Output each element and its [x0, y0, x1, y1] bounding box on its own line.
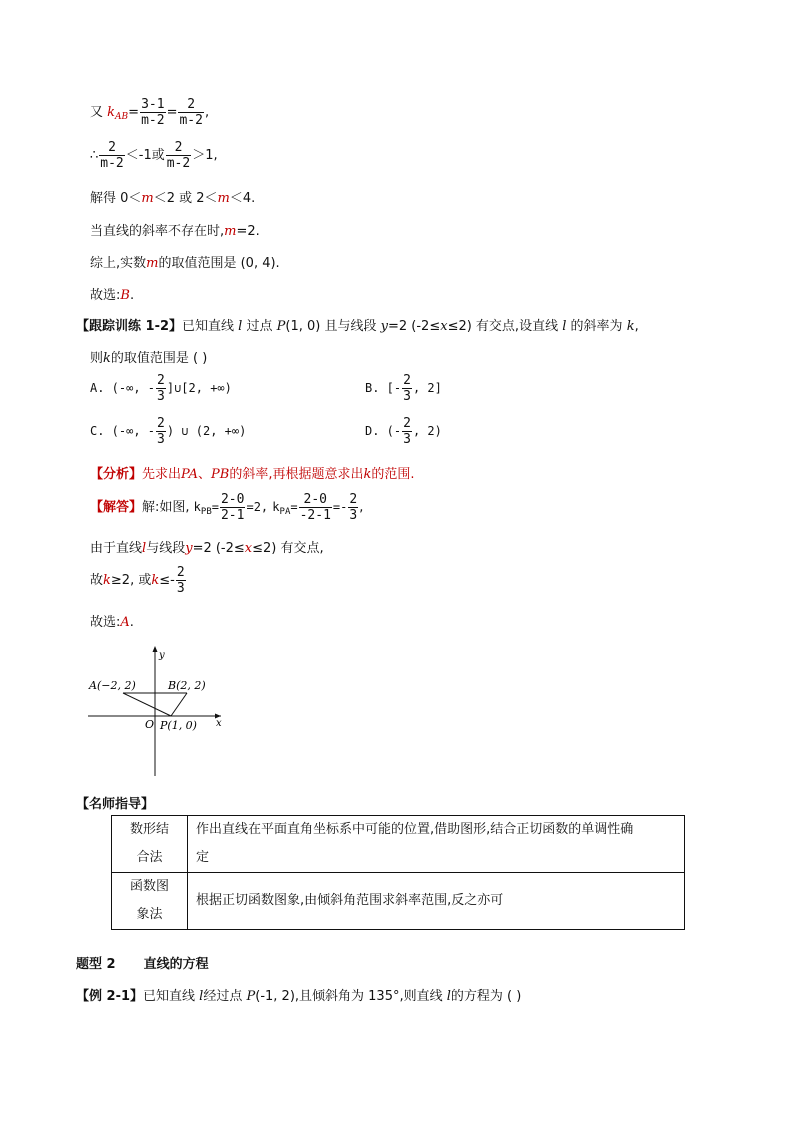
point-b-label: B(2, 2)	[168, 679, 206, 692]
line-no-slope: 当直线的斜率不存在时,m=2.	[90, 224, 260, 239]
line-kab: 又 $k_{AB}=$ $\frac{3-1}{m-2}$ = $\frac{2}{m-2}$ ,	[90, 97, 210, 128]
line-solve: 解得 0＜m＜2 或 2＜m＜4.	[90, 191, 256, 206]
option-d[interactable]: D. (- $\frac{2}{3}$ , 2)	[365, 416, 442, 447]
tips-key: 数形结 合法	[112, 816, 188, 873]
tips-key: 函数图 象法	[112, 873, 188, 930]
coordinate-figure	[85, 640, 235, 780]
example-2-1: 【例 2-1】已知直线 l经过点 P(-1, 2),且倾斜角为 135°,则直线 l的方程为 ( )	[76, 989, 522, 1004]
y-axis-arrow	[153, 646, 158, 652]
section-heading: 题型 2 直线的方程	[76, 957, 209, 972]
origin-label: O	[145, 718, 155, 731]
problem-statement-2: 则k的取值范围是 ( )	[90, 351, 208, 366]
tips-title: 【名师指导】	[76, 797, 155, 812]
line-choose-b: 故选:B.	[90, 288, 135, 303]
line-inequality: ∴ $\frac{2}{m-2}$ ＜-1或 $\frac{2}{m-2}$ ＞1,	[90, 140, 218, 171]
line-pb	[171, 693, 187, 716]
y-axis-label: y	[159, 650, 165, 661]
x-axis-label: x	[216, 718, 222, 729]
option-b[interactable]: B. [- $\frac{2}{3}$ , 2]	[365, 373, 442, 404]
option-a[interactable]: A. (-∞, - $\frac{2}{3}$ ]∪[2, +∞)	[90, 373, 232, 404]
line-pa	[123, 693, 171, 716]
analysis: 【分析】先求出PA、PB的斜率,再根据题意求出k的范围.	[90, 467, 415, 482]
tips-table	[111, 815, 685, 930]
tips-value: 根据正切函数图象,由倾斜角范围求斜率范围,反之亦可	[188, 873, 685, 930]
option-c[interactable]: C. (-∞, - $\frac{2}{3}$ ) ∪ (2, +∞)	[90, 416, 247, 447]
line-summary: 综上,实数m的取值范围是 (0, 4).	[90, 256, 280, 271]
line-choose-a: 故选:A.	[90, 615, 134, 630]
tips-value: 作出直线在平面直角坐标系中可能的位置,借助图形,结合正切函数的单调性确 定	[188, 816, 685, 873]
tips-row	[112, 816, 685, 873]
solution: 【解答】解:如图, $k_{PB}=$ $\frac{2-0}{2-1}$ =2, $k_{PA}=$ $\frac{2-0}{-2-1}$ =- $\frac{2}{3}$ ,	[90, 492, 364, 523]
point-p-label: P(1, 0)	[160, 719, 197, 732]
point-a-label: A(−2, 2)	[89, 679, 136, 692]
line-because: 由于直线l与线段y=2 (-2≤x≤2) 有交点,	[90, 541, 324, 556]
problem-statement: 【跟踪训练 1-2】已知直线 l 过点 P(1, 0) 且与线段 y=2 (-2≤x≤2) 有交点,设直线 l 的斜率为 k,	[76, 319, 639, 334]
tips-row	[112, 873, 685, 930]
line-so: 故k≥2, 或k≤- $\frac{2}{3}$	[90, 565, 185, 596]
